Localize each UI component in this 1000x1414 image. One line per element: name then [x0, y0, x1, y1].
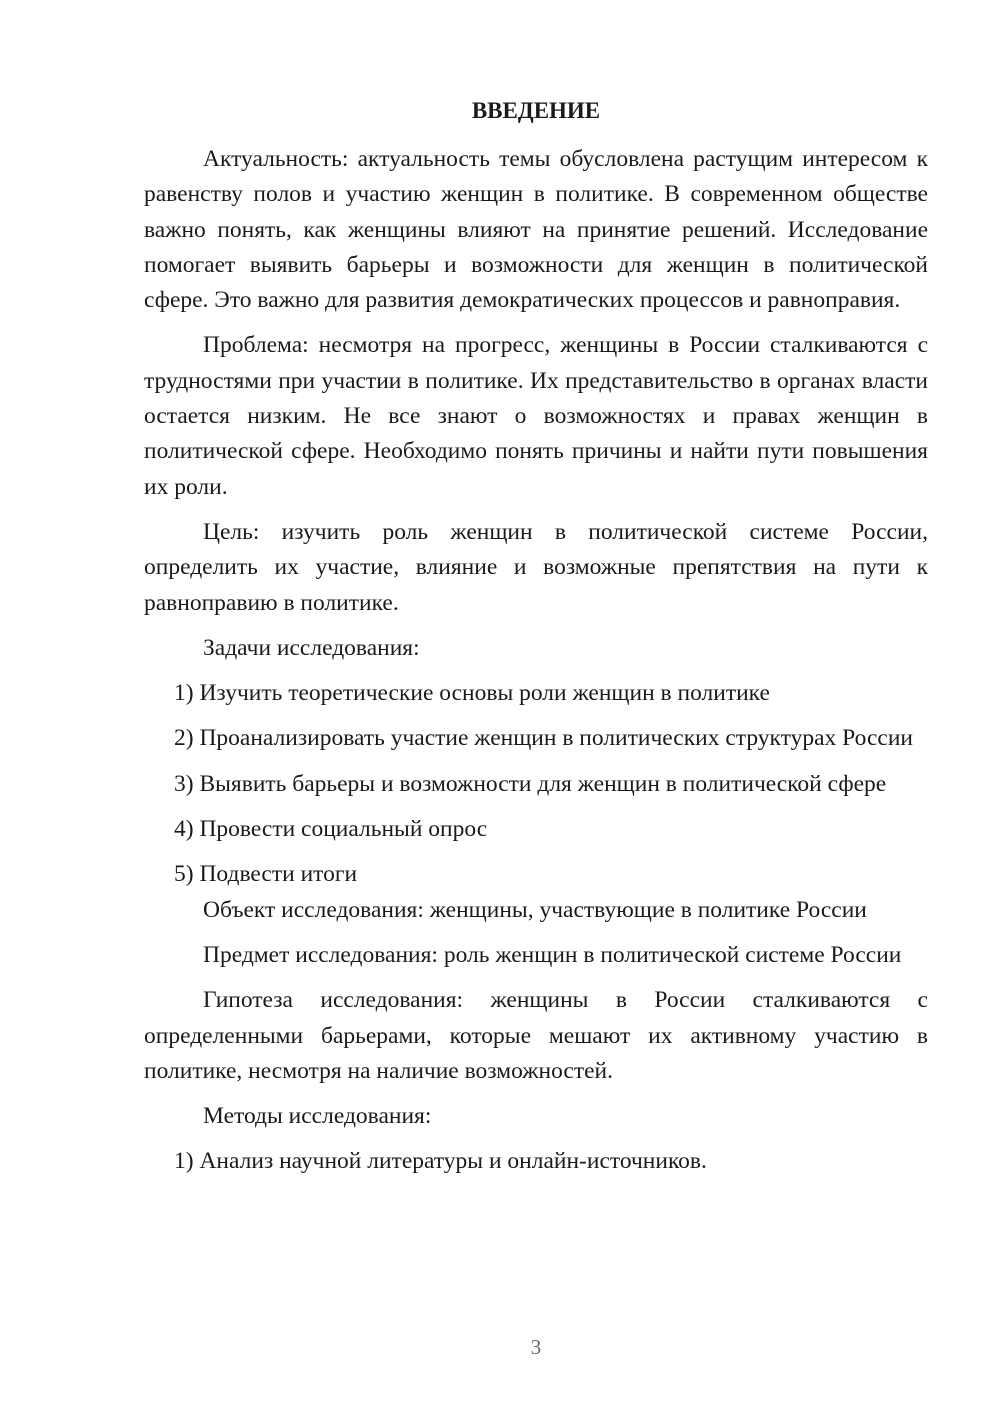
tasks-heading: Задачи исследования: — [203, 634, 420, 661]
goal-paragraph: Цель: изучить роль женщин в политической системе России, определить их участие, влияние и возможные препятствия на пути к равноправию в политике. — [144, 518, 928, 616]
problem-paragraph: Проблема: несмотря на прогресс, женщины в России сталкиваются с трудностями при участии в политике. Их представительство в органах власти остается низким. Не все знают о возможностях и правах женщин в политической сфере. Необходимо понять причины и найти пути повышения их роли. — [144, 332, 928, 500]
methods-heading: Методы исследования: — [203, 1103, 432, 1130]
task-item: 1) Изучить теоретические основы роли женщин в политике — [174, 680, 770, 707]
task-item: 2) Проанализировать участие женщин в политических структурах России — [174, 725, 913, 752]
section-title: ВВЕДЕНИЕ — [471, 98, 601, 123]
document-body — [144, 142, 928, 1190]
task-item: 4) Провести социальный опрос — [174, 816, 488, 843]
research-hypothesis: Гипотеза исследования: женщины в России сталкиваются с определенными барьерами, которые мешают их активному участию в политике, несмотря на наличие возможностей. — [144, 987, 928, 1084]
task-item: 3) Выявить барьеры и возможности для женщин в политической сфере — [174, 770, 887, 797]
relevance-paragraph: Актуальность: актуальность темы обусловлена растущим интересом к равенству полов и участию женщин в политике. В современном обществе важно понять, как женщины влияют на принятие решений. Исследование помогает выявить барьеры и возможности для женщин в политической сфере. Это важно для развития демократических процессов и равноправия. — [144, 146, 928, 314]
method-item: 1) Анализ научной литературы и онлайн-источников. — [174, 1148, 707, 1175]
document-page — [144, 0, 928, 1414]
research-object: Объект исследования: женщины, участвующие в политике России — [203, 896, 867, 923]
research-subject: Предмет исследования: роль женщин в политической системе России — [203, 941, 902, 968]
page-number: 3 — [530, 1335, 542, 1359]
task-item: 5) Подвести итоги — [174, 861, 358, 888]
